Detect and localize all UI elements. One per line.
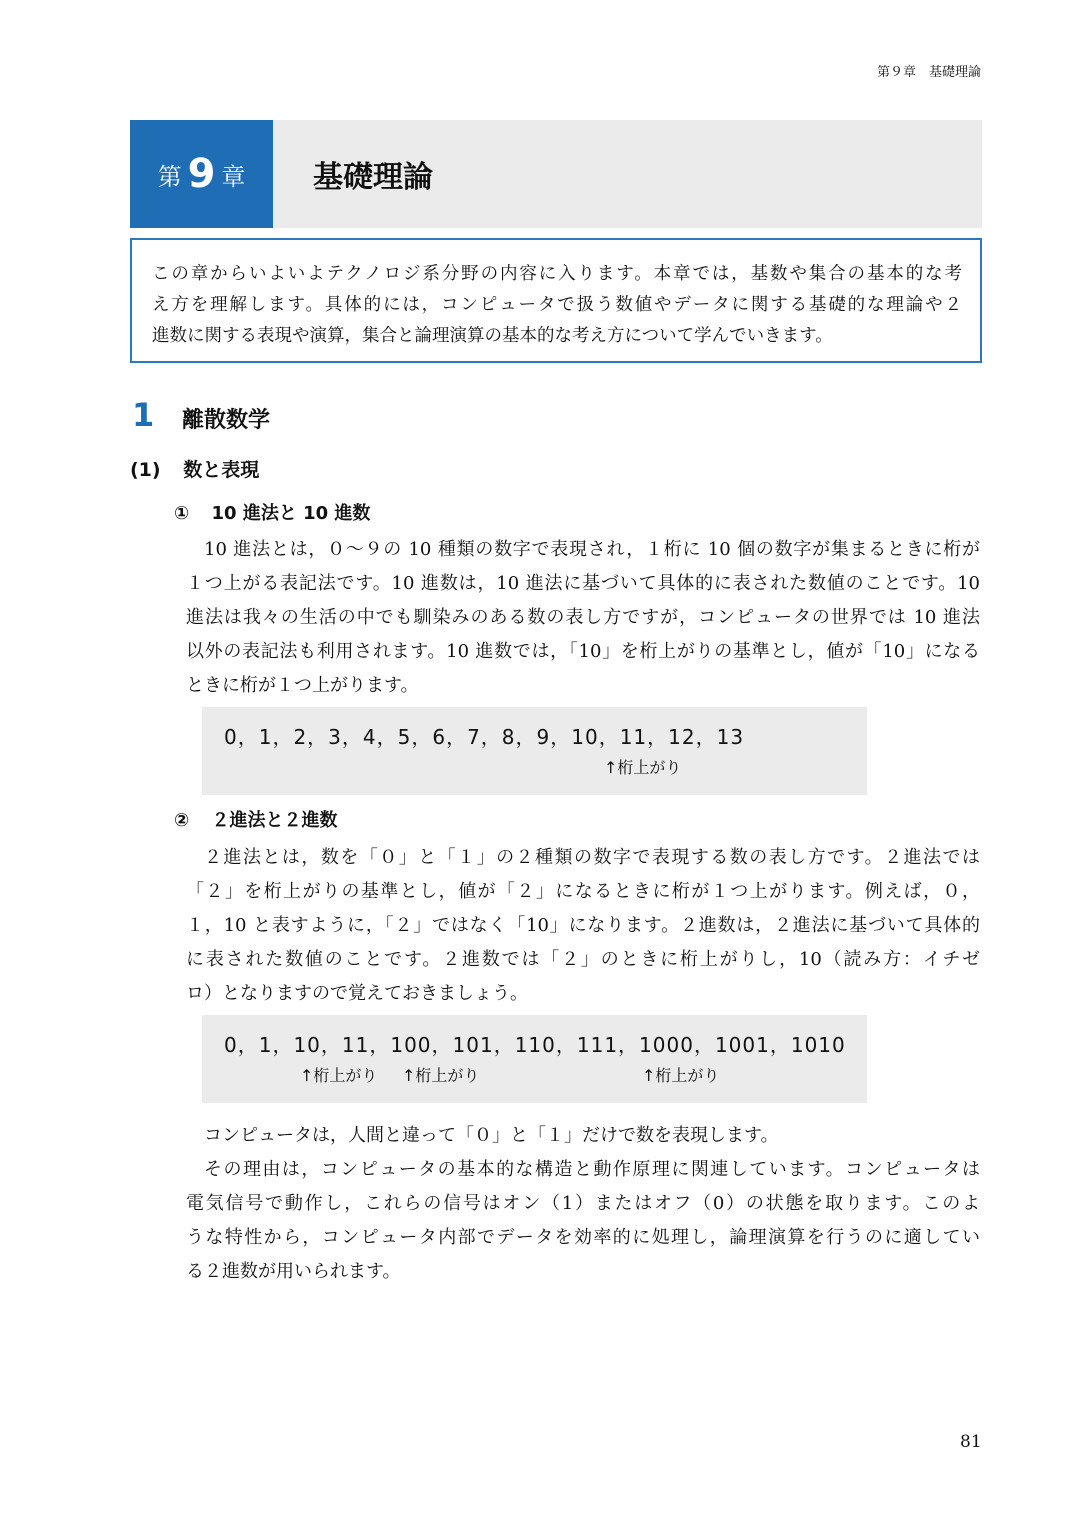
- subsection-heading: [130, 455, 259, 482]
- intro-line: 進数に関する表現や演算，集合と論理演算の基本的な考え方について学んでいきます。: [152, 326, 833, 346]
- chapter-suffix: 章: [221, 162, 246, 191]
- decimal-example-box: [202, 707, 867, 795]
- paragraph-line: 以外の表記法も利用されます。10 進数では，「10」を桁上がりの基準とし，値が「10」になる: [186, 641, 980, 662]
- section-number: 1: [132, 396, 155, 434]
- item2-heading: [174, 806, 338, 832]
- chapter-number: 9: [187, 151, 216, 197]
- item1-marker: ①: [174, 503, 190, 524]
- paragraph-line: その理由は，コンピュータの基本的な構造と動作原理に関連しています。コンピュータは: [204, 1159, 980, 1180]
- paragraph-line: る２進数が用いられます。: [186, 1261, 401, 1282]
- chapter-number-block: [130, 120, 273, 228]
- chapter-prefix: 第: [157, 162, 182, 191]
- section-title: 離散数学: [182, 408, 271, 433]
- paragraph-line: に表された数値のことです。２進数では「２」のときに桁上がりし，10（読み方：イチゼ: [186, 949, 980, 970]
- carry-label: ↑桁上がり: [642, 1066, 720, 1085]
- paragraph-line: コンピュータは，人間と違って「０」と「１」だけで数を表現します。: [204, 1125, 779, 1146]
- paragraph-line: ロ）となりますので覚えておきましょう。: [186, 983, 528, 1004]
- item1-heading: [174, 499, 370, 525]
- paragraph-line: 進法は我々の生活の中でも馴染みのある数の表し方ですが，コンピュータの世界では 10 進法: [186, 607, 980, 628]
- item2-marker: ②: [174, 810, 190, 831]
- binary-sequence: 0，1，10，11，100，101，110，111，1000，1001，1010: [224, 1033, 846, 1057]
- item2-title: ２進法と２進数: [211, 810, 338, 831]
- paragraph-line: １，10 と表すように，「２」ではなく「10」になります。２進数は，２進法に基づいて具体的: [186, 915, 980, 936]
- subsection-title: 数と表現: [183, 459, 260, 481]
- decimal-sequence: 0，1，2，3，4，5，6，7，8，9，10，11，12，13: [224, 725, 745, 749]
- carry-label: ↑桁上がり: [604, 758, 682, 777]
- item1-title: 10 進法と 10 進数: [211, 503, 371, 524]
- binary-example-box: [202, 1015, 867, 1103]
- running-header: 第９章 基礎理論: [876, 65, 981, 80]
- page-number: 81: [960, 1432, 982, 1452]
- paragraph-line: 10 進法とは，０～９の 10 種類の数字で表現され，１桁に 10 個の数字が集まるときに桁が: [204, 539, 980, 560]
- intro-box: [130, 238, 982, 363]
- chapter-title: 基礎理論: [313, 160, 433, 195]
- carry-label: ↑桁上がり: [402, 1066, 480, 1085]
- chapter-banner: [130, 120, 982, 228]
- subsection-number: (1): [130, 459, 161, 481]
- carry-label: ↑桁上がり: [300, 1066, 378, 1085]
- paragraph-line: ときに桁が１つ上がります。: [186, 675, 419, 696]
- intro-line: え方を理解します。具体的には，コンピュータで扱う数値やデータに関する基礎的な理論や２: [152, 295, 962, 315]
- paragraph-line: うな特性から，コンピュータ内部でデータを効率的に処理し，論理演算を行うのに適してい: [186, 1227, 980, 1248]
- paragraph-line: 電気信号で動作し，これらの信号はオン（1）またはオフ（0）の状態を取ります。このよ: [186, 1193, 980, 1214]
- paragraph-line: ２進法とは，数を「０」と「１」の２種類の数字で表現する数の表し方です。２進法では: [204, 847, 980, 868]
- intro-line: この章からいよいよテクノロジ系分野の内容に入ります。本章では，基数や集合の基本的な考: [152, 264, 962, 284]
- paragraph-line: 「２」を桁上がりの基準とし，値が「２」になるときに桁が１つ上がります。例えば，０，: [186, 881, 980, 902]
- paragraph-line: １つ上がる表記法です。10 進数は，10 進法に基づいて具体的に表された数値のことです。10: [186, 573, 980, 594]
